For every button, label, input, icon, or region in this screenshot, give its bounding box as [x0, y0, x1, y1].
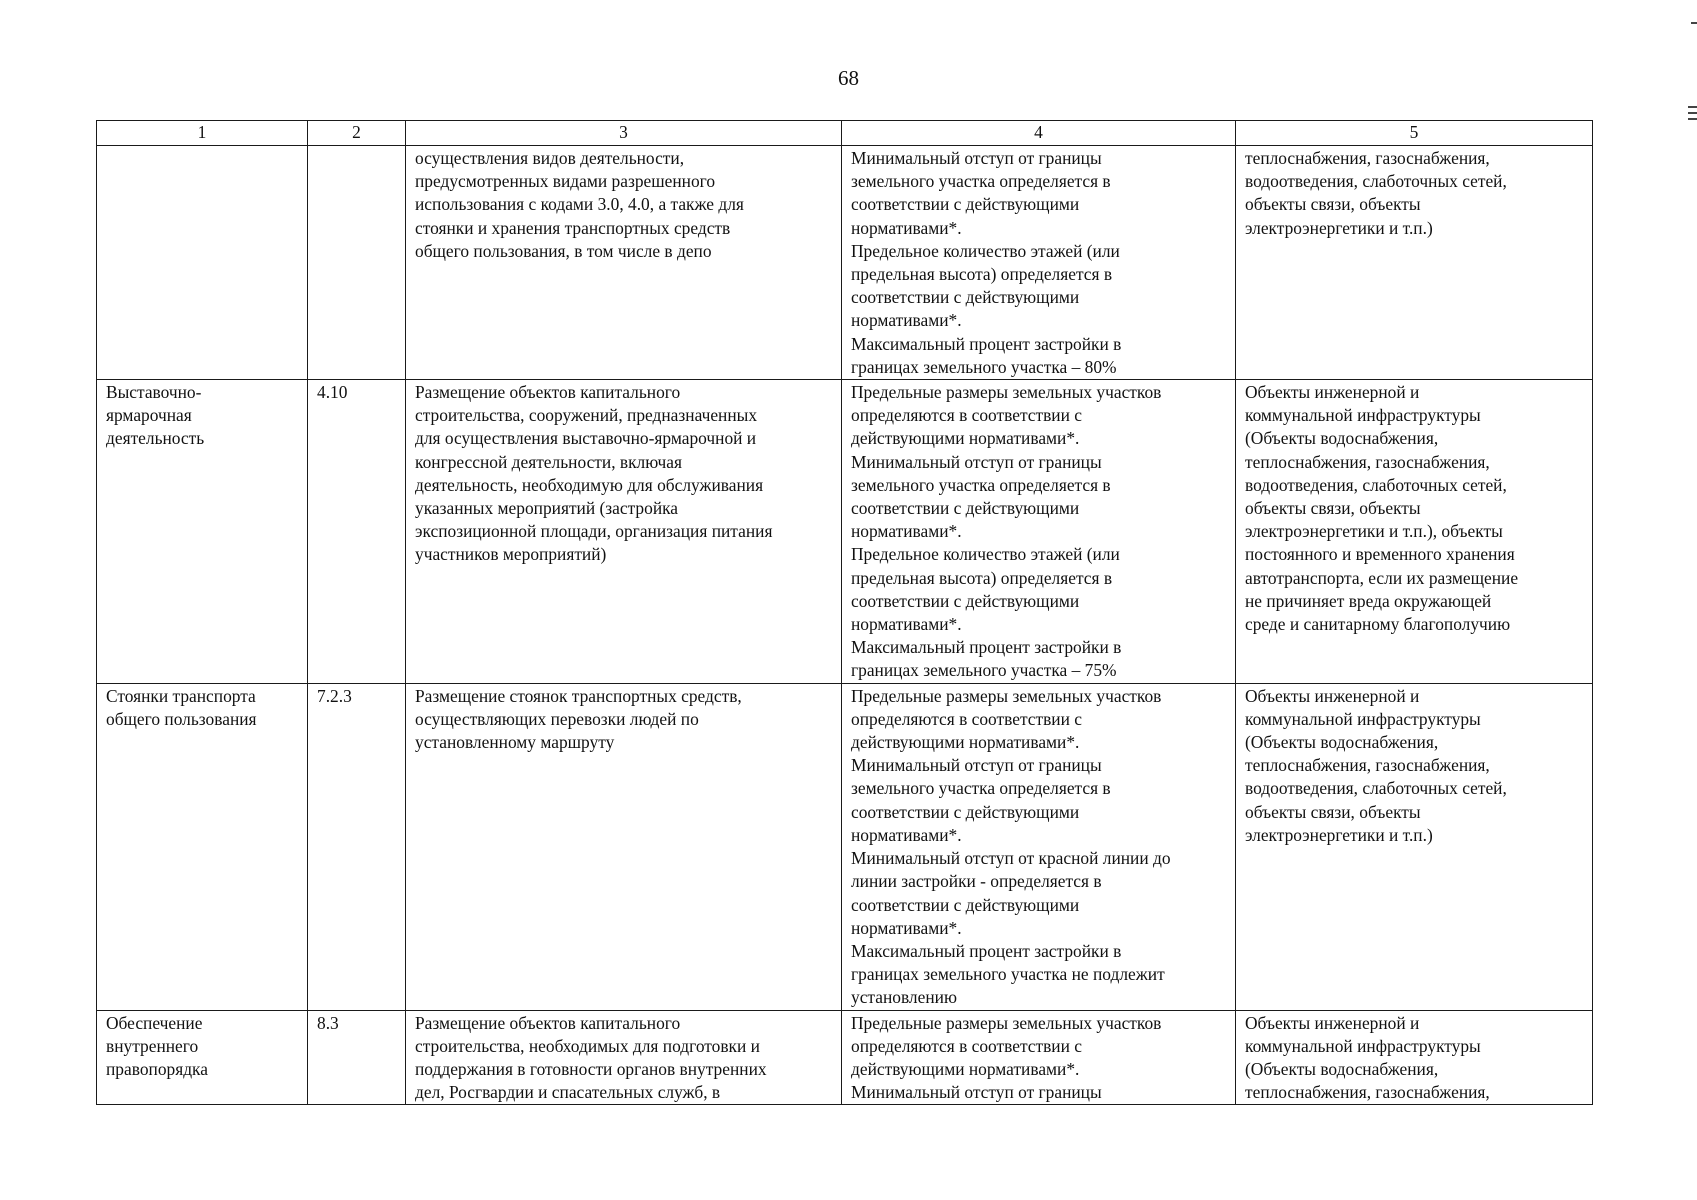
use-code-cell [308, 146, 406, 380]
column-header-3: 3 [406, 121, 842, 146]
infrastructure-cell: Объекты инженерной и коммунальной инфраструктуры (Объекты водоснабжения, теплоснабжения, газоснабжения, водоотведения, слаботочных сетей, объекты связи, объекты электроэнергетики и т.п.), объекты постоянного и временного хранения автотранспорта, если их размещение не причиняет вреда окружающей среде и санитарному благополучию [1236, 380, 1593, 684]
use-name-cell [97, 146, 308, 380]
column-header-2: 2 [308, 121, 406, 146]
use-name-cell: Выставочно- ярмарочная деятельность [97, 380, 308, 684]
parameters-cell: Минимальный отступ от границы земельного участка определяется в соответствии с действующими нормативами*. Предельное количество этажей (или предельная высота) определяется в соответствии с действующими нормативами*. Максимальный процент застройки в границах земельного участка – 80% [842, 146, 1236, 380]
scan-edge-mark [1688, 106, 1697, 108]
table-row [97, 1010, 1593, 1105]
use-name-cell: Обеспечение внутреннего правопорядка [97, 1010, 308, 1105]
use-description-cell: Размещение объектов капитального строительства, сооружений, предназначенных для осуществления выставочно-ярмарочной и конгрессной деятельности, включая деятельность, необходимую для обслуживания указанных мероприятий (застройка экспозиционной площади, организация питания участников мероприятий) [406, 380, 842, 684]
page-number: 68 [838, 66, 859, 90]
scan-edge-mark [1688, 118, 1697, 120]
column-header-5: 5 [1236, 121, 1593, 146]
table-row [97, 380, 1593, 684]
use-code-cell: 7.2.3 [308, 683, 406, 1010]
parameters-cell: Предельные размеры земельных участков определяются в соответствии с действующими нормативами*. Минимальный отступ от границы [842, 1010, 1236, 1105]
infrastructure-cell: теплоснабжения, газоснабжения, водоотведения, слаботочных сетей, объекты связи, объекты электроэнергетики и т.п.) [1236, 146, 1593, 380]
use-code-cell: 8.3 [308, 1010, 406, 1105]
scan-edge-mark [1691, 22, 1697, 24]
parameters-cell: Предельные размеры земельных участков определяются в соответствии с действующими нормативами*. Минимальный отступ от границы земельного участка определяется в соответствии с действующими нормативами*. Минимальный отступ от красной линии до линии застройки - определяется в соответствии с действующими нормативами*. Максимальный процент застройки в границах земельного участка не подлежит установлению [842, 683, 1236, 1010]
table-row [97, 146, 1593, 380]
use-description-cell: Размещение стоянок транспортных средств, осуществляющих перевозки людей по установленному маршруту [406, 683, 842, 1010]
table-row [97, 683, 1593, 1010]
use-description-cell: Размещение объектов капитального строительства, необходимых для подготовки и поддержания в готовности органов внутренних дел, Росгвардии и спасательных служб, в [406, 1010, 842, 1105]
scan-edge-mark [1688, 112, 1697, 114]
column-header-1: 1 [97, 121, 308, 146]
column-header-4: 4 [842, 121, 1236, 146]
infrastructure-cell: Объекты инженерной и коммунальной инфраструктуры (Объекты водоснабжения, теплоснабжения, газоснабжения, водоотведения, слаботочных сетей, объекты связи, объекты электроэнергетики и т.п.) [1236, 683, 1593, 1010]
table-header-row [97, 121, 1593, 146]
infrastructure-cell: Объекты инженерной и коммунальной инфраструктуры (Объекты водоснабжения, теплоснабжения, газоснабжения, [1236, 1010, 1593, 1105]
use-name-cell: Стоянки транспорта общего пользования [97, 683, 308, 1010]
parameters-cell: Предельные размеры земельных участков определяются в соответствии с действующими нормативами*. Минимальный отступ от границы земельного участка определяется в соответствии с действующими нормативами*. Предельное количество этажей (или предельная высота) определяется в соответствии с действующими нормативами*. Максимальный процент застройки в границах земельного участка – 75% [842, 380, 1236, 684]
use-description-cell: осуществления видов деятельности, предусмотренных видами разрешенного использования с кодами 3.0, 4.0, а также для стоянки и хранения транспортных средств общего пользования, в том числе в депо [406, 146, 842, 380]
use-code-cell: 4.10 [308, 380, 406, 684]
land-use-table [96, 120, 1593, 1105]
